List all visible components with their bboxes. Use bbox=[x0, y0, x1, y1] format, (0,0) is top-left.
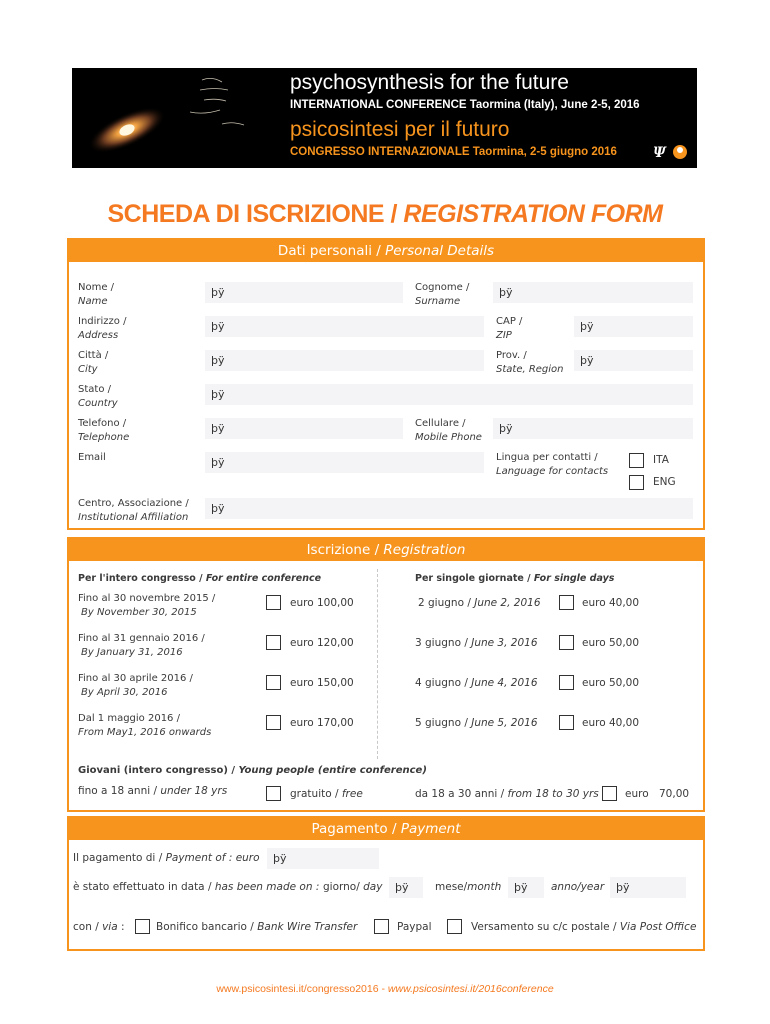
registration-header-it: Iscrizione / bbox=[306, 542, 384, 558]
form-title bbox=[0, 200, 770, 229]
country-field[interactable]: þÿ bbox=[205, 384, 693, 405]
language-label-it: Lingua per contatti / bbox=[496, 452, 598, 463]
country-label-en: Country bbox=[78, 398, 118, 409]
region-field[interactable]: þÿ bbox=[574, 350, 693, 371]
entire-row-1-en: By November 30, 2015 bbox=[81, 607, 197, 618]
post-office-it: Versamento su c/c postale / bbox=[471, 921, 620, 933]
entire-row-4-en: From May1, 2016 onwards bbox=[78, 727, 212, 738]
entire-conference-heading bbox=[78, 572, 321, 586]
banner-subtitle-it: CONGRESSO INTERNAZIONALE Taormina, 2-5 giugno 2016 bbox=[290, 146, 617, 158]
single-row-4-checkbox[interactable] bbox=[559, 715, 574, 730]
entire-row-3-en: By April 30, 2016 bbox=[81, 687, 168, 698]
month-label-it: mese/ bbox=[435, 881, 468, 893]
single-row-3-it: 4 giugno / bbox=[415, 677, 472, 689]
paypal-checkbox[interactable] bbox=[374, 919, 389, 934]
entire-row-2-label bbox=[78, 632, 205, 660]
bank-transfer-en: Bank Wire Transfer bbox=[257, 921, 358, 933]
email-field[interactable]: þÿ bbox=[205, 452, 484, 473]
email-label: Email bbox=[78, 452, 106, 463]
region-label bbox=[496, 349, 564, 377]
bank-transfer-checkbox[interactable] bbox=[135, 919, 150, 934]
payment-via-it: con / bbox=[73, 921, 103, 933]
svg-text:Ψ: Ψ bbox=[653, 145, 666, 161]
post-office-label bbox=[471, 920, 696, 934]
entire-heading-it: Per l'intero congresso / bbox=[78, 573, 206, 584]
month-field[interactable]: þÿ bbox=[508, 877, 544, 898]
single-row-2-it: 3 giugno / bbox=[415, 637, 472, 649]
entire-row-4-checkbox[interactable] bbox=[266, 715, 281, 730]
mobile-label-it: Cellulare / bbox=[415, 418, 466, 429]
entire-row-1-checkbox[interactable] bbox=[266, 595, 281, 610]
surname-label bbox=[415, 281, 469, 309]
young-heading-it: Giovani (intero congresso) / bbox=[78, 765, 239, 776]
year-field[interactable]: þÿ bbox=[610, 877, 686, 898]
registration-header bbox=[69, 539, 703, 561]
bank-transfer-it: Bonifico bancario / bbox=[156, 921, 258, 933]
form-title-it: SCHEDA DI ISCRIZIONE / bbox=[107, 200, 404, 228]
single-row-4-label bbox=[415, 716, 538, 730]
under-18-en: under 18 yrs bbox=[160, 785, 228, 797]
single-heading-it: Per singole giornate / bbox=[415, 573, 534, 584]
payment-amount-it: Il pagamento di / bbox=[73, 852, 166, 864]
registration-header-en: Registration bbox=[383, 542, 466, 558]
young-price-label: euro bbox=[625, 788, 649, 800]
language-eng-label: ENG bbox=[653, 476, 676, 488]
young-heading-en: Young people (entire conference) bbox=[238, 765, 427, 776]
young-people-heading bbox=[78, 764, 427, 778]
telephone-field[interactable]: þÿ bbox=[205, 418, 403, 439]
under-18-checkbox[interactable] bbox=[266, 786, 281, 801]
single-heading-en: For single days bbox=[533, 573, 615, 584]
affiliation-label-en: Institutional Affiliation bbox=[78, 512, 189, 523]
payment-date-label bbox=[73, 880, 319, 894]
language-ita-label: ITA bbox=[653, 454, 669, 466]
region-label-it: Prov. / bbox=[496, 350, 527, 361]
entire-row-2-checkbox[interactable] bbox=[266, 635, 281, 650]
city-label bbox=[78, 349, 108, 377]
telephone-label bbox=[78, 417, 129, 445]
surname-label-en: Surname bbox=[415, 296, 461, 307]
mobile-field[interactable]: þÿ bbox=[493, 418, 693, 439]
entire-row-4-label bbox=[78, 712, 211, 740]
single-days-heading bbox=[415, 572, 614, 586]
mobile-label bbox=[415, 417, 482, 445]
year-label-en: anno/year bbox=[551, 881, 605, 893]
month-label bbox=[435, 880, 501, 894]
post-office-en: Via Post Office bbox=[619, 921, 697, 933]
free-it: gratuito / bbox=[290, 788, 342, 800]
payment-section bbox=[67, 816, 705, 951]
single-row-2-checkbox[interactable] bbox=[559, 635, 574, 650]
single-row-1-label bbox=[418, 596, 541, 610]
entire-row-3-price: euro 150,00 bbox=[290, 677, 354, 689]
entire-row-3-label bbox=[78, 672, 193, 700]
region-label-en: State, Region bbox=[496, 364, 564, 375]
affiliation-label bbox=[78, 497, 189, 525]
zip-label-it: CAP / bbox=[496, 316, 523, 327]
single-row-4-price: euro 40,00 bbox=[582, 717, 640, 729]
age-18-30-checkbox[interactable] bbox=[602, 786, 617, 801]
payment-date-it: è stato effettuato in data / bbox=[73, 881, 215, 893]
address-label-en: Address bbox=[78, 330, 119, 341]
under-18-label bbox=[78, 784, 227, 798]
under-18-it: fino a 18 anni / bbox=[78, 785, 161, 797]
footer-url-it[interactable]: www.psicosintesi.it/congresso2016 - bbox=[216, 983, 388, 995]
entire-row-3-checkbox[interactable] bbox=[266, 675, 281, 690]
affiliation-label-it: Centro, Associazione / bbox=[78, 498, 189, 509]
personal-header-it: Dati personali / bbox=[277, 243, 386, 259]
name-label-en: Name bbox=[78, 296, 108, 307]
mobile-label-en: Mobile Phone bbox=[415, 432, 482, 443]
footer-urls bbox=[0, 983, 770, 995]
association-logo bbox=[653, 142, 689, 162]
day-label-it: giorno/ bbox=[323, 881, 364, 893]
single-row-4-en: June 5, 2016 bbox=[471, 717, 538, 729]
payment-header bbox=[69, 818, 703, 840]
single-row-2-label bbox=[415, 636, 538, 650]
single-row-1-en: June 2, 2016 bbox=[474, 597, 541, 609]
city-label-en: City bbox=[78, 364, 98, 375]
single-row-3-en: June 4, 2016 bbox=[471, 677, 538, 689]
entire-row-1-label bbox=[78, 592, 215, 620]
entire-row-1-price: euro 100,00 bbox=[290, 597, 354, 609]
day-field[interactable]: þÿ bbox=[389, 877, 423, 898]
payment-header-en: Payment bbox=[400, 821, 461, 837]
entire-row-2-price: euro 120,00 bbox=[290, 637, 354, 649]
payment-amount-label bbox=[73, 851, 260, 865]
free-en: free bbox=[341, 788, 363, 800]
telephone-label-it: Telefono / bbox=[78, 418, 127, 429]
bank-transfer-label bbox=[156, 920, 357, 934]
young-price: 70,00 bbox=[659, 788, 690, 800]
surname-field[interactable]: þÿ bbox=[493, 282, 693, 303]
payment-amount-en: Payment of : euro bbox=[165, 852, 260, 864]
address-field[interactable]: þÿ bbox=[205, 316, 484, 337]
month-label-en: month bbox=[467, 881, 502, 893]
address-label bbox=[78, 315, 126, 343]
age-18-30-it: da 18 a 30 anni / bbox=[415, 788, 508, 800]
entire-row-4-price: euro 170,00 bbox=[290, 717, 354, 729]
day-label-en: day bbox=[363, 881, 383, 893]
personal-header-en: Personal Details bbox=[385, 243, 495, 259]
entire-row-2-it: Fino al 31 gennaio 2016 / bbox=[78, 633, 205, 644]
personal-details-section bbox=[67, 238, 705, 530]
age-18-30-en: from 18 to 30 yrs bbox=[507, 788, 599, 800]
city-label-it: Città / bbox=[78, 350, 109, 361]
registration-section bbox=[67, 537, 705, 812]
country-label bbox=[78, 383, 118, 411]
free-label bbox=[290, 787, 363, 801]
paypal-label: Paypal bbox=[397, 921, 432, 933]
post-office-checkbox[interactable] bbox=[447, 919, 462, 934]
address-label-it: Indirizzo / bbox=[78, 316, 127, 327]
footer-url-en[interactable]: www.psicosintesi.it/2016conference bbox=[387, 983, 554, 995]
zip-label bbox=[496, 315, 522, 343]
galaxy-image bbox=[72, 68, 272, 168]
single-row-3-label bbox=[415, 676, 538, 690]
telephone-label-en: Telephone bbox=[78, 432, 130, 443]
payment-via-label: con / via : bbox=[73, 921, 125, 933]
banner-title-it: psicosintesi per il futuro bbox=[290, 118, 510, 141]
surname-label-it: Cognome / bbox=[415, 282, 470, 293]
language-ita-checkbox[interactable] bbox=[629, 453, 644, 468]
single-row-1-price: euro 40,00 bbox=[582, 597, 640, 609]
payment-date-en: has been made on : bbox=[214, 881, 320, 893]
payment-via-en: via bbox=[102, 921, 118, 933]
day-label bbox=[323, 880, 382, 894]
city-field[interactable]: þÿ bbox=[205, 350, 484, 371]
entire-heading-en: For entire conference bbox=[205, 573, 322, 584]
language-eng-checkbox[interactable] bbox=[629, 475, 644, 490]
entire-row-3-it: Fino al 30 aprile 2016 / bbox=[78, 673, 193, 684]
single-row-2-en: June 3, 2016 bbox=[471, 637, 538, 649]
single-row-1-checkbox[interactable] bbox=[559, 595, 574, 610]
banner-title-en: psychosynthesis for the future bbox=[290, 71, 569, 94]
zip-field[interactable]: þÿ bbox=[574, 316, 693, 337]
entire-row-4-it: Dal 1 maggio 2016 / bbox=[78, 713, 180, 724]
age-18-30-label bbox=[415, 787, 599, 801]
column-divider bbox=[377, 569, 378, 759]
entire-row-2-en: By January 31, 2016 bbox=[81, 647, 183, 658]
language-label bbox=[496, 451, 608, 479]
name-label-it: Nome / bbox=[78, 282, 115, 293]
payment-amount-field[interactable]: þÿ bbox=[267, 848, 379, 869]
payment-header-it: Pagamento / bbox=[311, 821, 401, 837]
affiliation-field[interactable]: þÿ bbox=[205, 498, 693, 519]
year-label bbox=[551, 880, 604, 894]
zip-label-en: ZIP bbox=[496, 330, 512, 341]
single-row-3-checkbox[interactable] bbox=[559, 675, 574, 690]
entire-row-1-it: Fino al 30 novembre 2015 / bbox=[78, 593, 216, 604]
single-row-4-it: 5 giugno / bbox=[415, 717, 472, 729]
single-row-2-price: euro 50,00 bbox=[582, 637, 640, 649]
single-row-3-price: euro 50,00 bbox=[582, 677, 640, 689]
language-label-en: Language for contacts bbox=[496, 466, 609, 477]
country-label-it: Stato / bbox=[78, 384, 111, 395]
banner-subtitle-en: INTERNATIONAL CONFERENCE Taormina (Italy), June 2-5, 2016 bbox=[290, 99, 640, 111]
single-row-1-it: 2 giugno / bbox=[418, 597, 475, 609]
name-label bbox=[78, 281, 114, 309]
personal-details-header bbox=[69, 240, 703, 262]
conference-banner bbox=[72, 68, 697, 168]
form-title-en: REGISTRATION FORM bbox=[403, 200, 663, 228]
name-field[interactable]: þÿ bbox=[205, 282, 403, 303]
